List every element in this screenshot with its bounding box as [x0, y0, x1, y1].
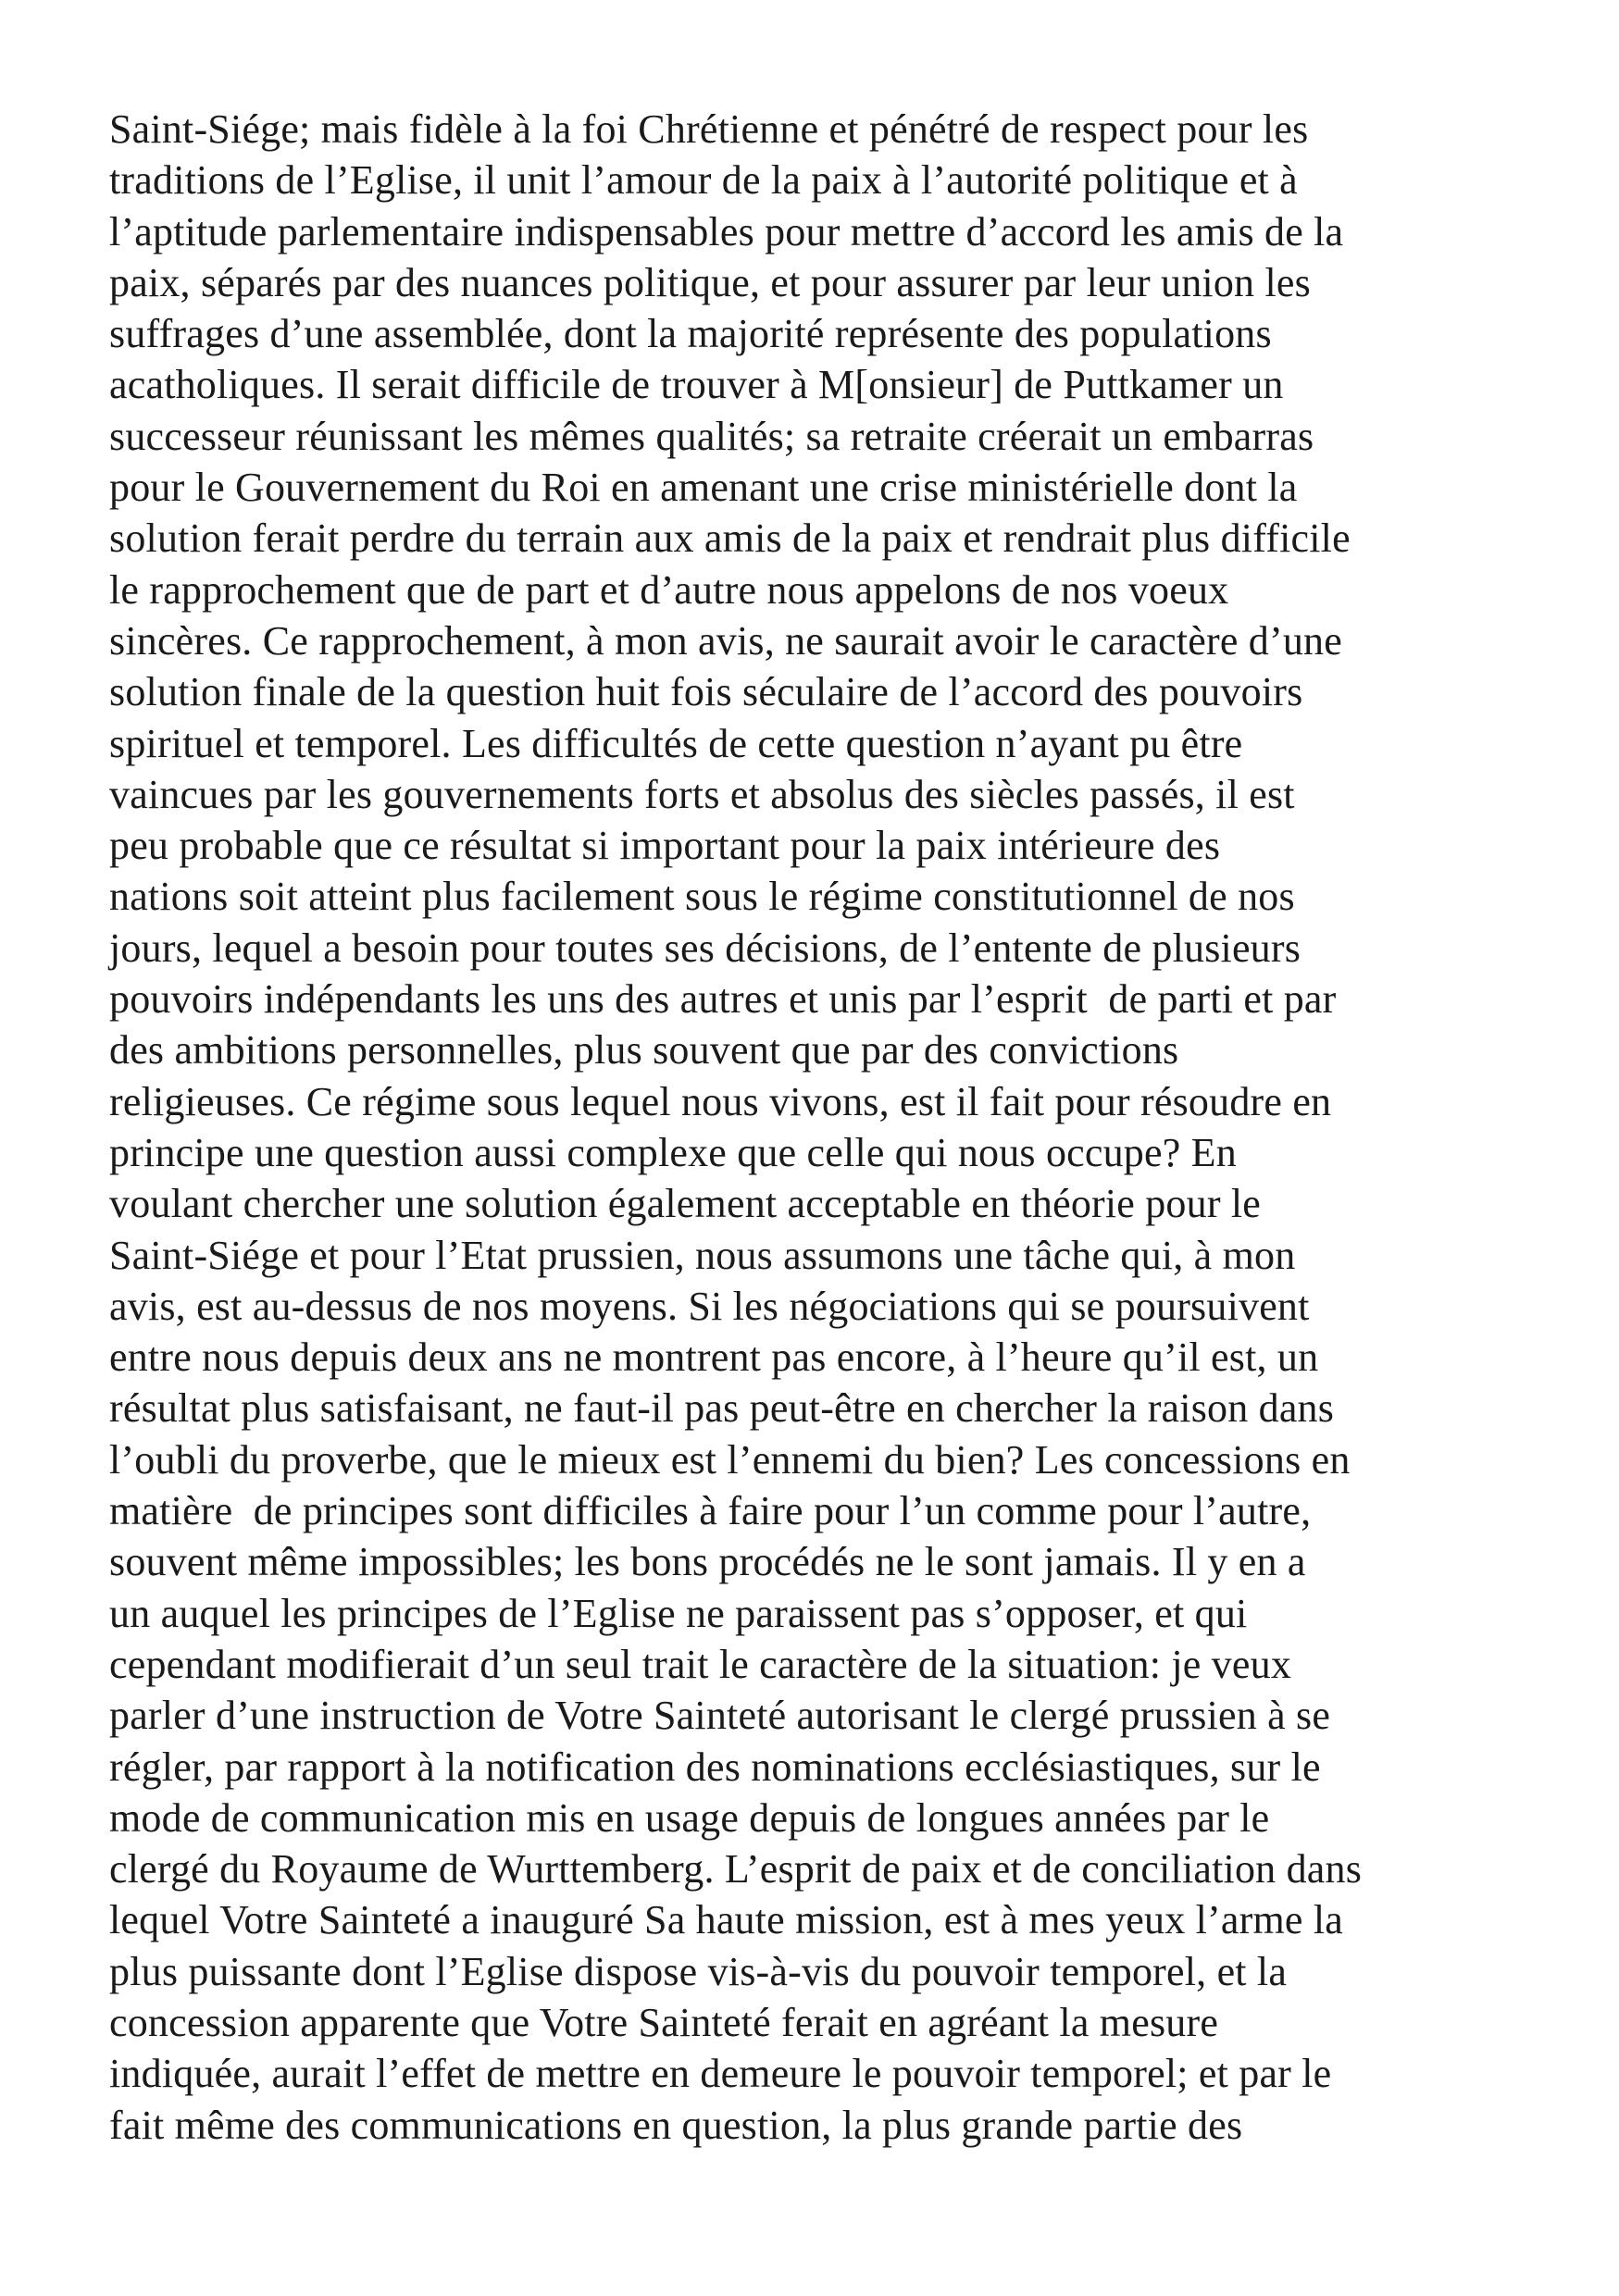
text-line: solution ferait perdre du terrain aux amis de la paix et rendrait plus difficile	[109, 515, 1351, 562]
text-line: jours, lequel a besoin pour toutes ses décisions, de l’entente de plusieurs	[109, 925, 1301, 971]
text-line: régler, par rapport à la notification des nominations ecclésiastiques, sur le	[109, 1744, 1321, 1790]
text-line: Saint-Siége; mais fidèle à la foi Chrétienne et pénétré de respect pour les	[109, 106, 1309, 152]
text-line: spirituel et temporel. Les difficultés de cette question n’ayant pu être	[109, 720, 1243, 766]
text-line: l’oubli du proverbe, que le mieux est l’ennemi du bien? Les concessions en	[109, 1436, 1351, 1483]
text-line: clergé du Royaume de Wurttemberg. L’esprit de paix et de conciliation dans	[109, 1846, 1363, 1893]
text-line: lequel Votre Sainteté a inauguré Sa haute mission, est à mes yeux l’arme la	[109, 1897, 1344, 1943]
text-line: résultat plus satisfaisant, ne faut-il pas peut-être en chercher la raison dans	[109, 1385, 1335, 1432]
text-line: le rapprochement que de part et d’autre nous appelons de nos voeux	[109, 566, 1229, 613]
text-line: sincères. Ce rapprochement, à mon avis, ne saurait avoir le caractère d’une	[109, 617, 1342, 664]
text-line: suffrages d’une assemblée, dont la majorité représente des populations	[109, 311, 1272, 357]
text-line: Saint-Siége et pour l’Etat prussien, nous assumons une tâche qui, à mon	[109, 1232, 1296, 1278]
text-line: avis, est au-dessus de nos moyens. Si les négociations qui se poursuivent	[109, 1283, 1310, 1329]
text-line: matière de principes sont difficiles à faire pour l’un comme pour l’autre,	[109, 1488, 1312, 1534]
text-line: paix, séparés par des nuances politique, et pour assurer par leur union les	[109, 259, 1311, 305]
text-line: cependant modifierait d’un seul trait le caractère de la situation: je veux	[109, 1641, 1292, 1687]
text-line: acatholiques. Il serait difficile de trouver à M[onsieur] de Puttkamer un	[109, 362, 1284, 408]
text-line: principe une question aussi complexe que celle qui nous occupe? En	[109, 1129, 1237, 1175]
text-line: vaincues par les gouvernements forts et absolus des siècles passés, il est	[109, 771, 1295, 817]
body-text	[109, 104, 1526, 2151]
text-line: voulant chercher une solution également acceptable en théorie pour le	[109, 1181, 1262, 1227]
text-line: successeur réunissant les mêmes qualités; sa retraite créerait un embarras	[109, 413, 1314, 459]
text-line: peu probable que ce résultat si important pour la paix intérieure des	[109, 823, 1221, 869]
text-line: entre nous depuis deux ans ne montrent pas encore, à l’heure qu’il est, un	[109, 1334, 1319, 1381]
text-line: souvent même impossibles; les bons procédés ne le sont jamais. Il y en a	[109, 1539, 1306, 1585]
text-line: plus puissante dont l’Eglise dispose vis-à-vis du pouvoir temporel, et la	[109, 1948, 1288, 1994]
text-line: pour le Gouvernement du Roi en amenant une crise ministérielle dont la	[109, 465, 1298, 511]
text-line: des ambitions personnelles, plus souvent que par des convictions	[109, 1027, 1179, 1074]
text-line: concession apparente que Votre Sainteté ferait en agréant la mesure	[109, 1999, 1219, 2045]
text-line: parler d’une instruction de Votre Sainteté autorisant le clergé prussien à se	[109, 1693, 1331, 1739]
text-line: l’aptitude parlementaire indispensables pour mettre d’accord les amis de la	[109, 208, 1344, 254]
text-line: solution finale de la question huit fois séculaire de l’accord des pouvoirs	[109, 669, 1303, 715]
text-line: indiquée, aurait l’effet de mettre en demeure le pouvoir temporel; et par le	[109, 2051, 1332, 2097]
text-line: traditions de l’Eglise, il unit l’amour de la paix à l’autorité politique et à	[109, 157, 1298, 204]
text-line: religieuses. Ce régime sous lequel nous vivons, est il fait pour résoudre en	[109, 1078, 1332, 1124]
text-line: pouvoirs indépendants les uns des autres et unis par l’esprit de parti et par	[109, 976, 1337, 1023]
text-line: mode de communication mis en usage depuis de longues années par le	[109, 1794, 1270, 1841]
text-line: fait même des communications en question, la plus grande partie des	[109, 2102, 1243, 2148]
text-line: un auquel les principes de l’Eglise ne paraissent pas s’opposer, et qui	[109, 1590, 1248, 1636]
text-line: nations soit atteint plus facilement sous le régime constitutionnel de nos	[109, 874, 1295, 920]
